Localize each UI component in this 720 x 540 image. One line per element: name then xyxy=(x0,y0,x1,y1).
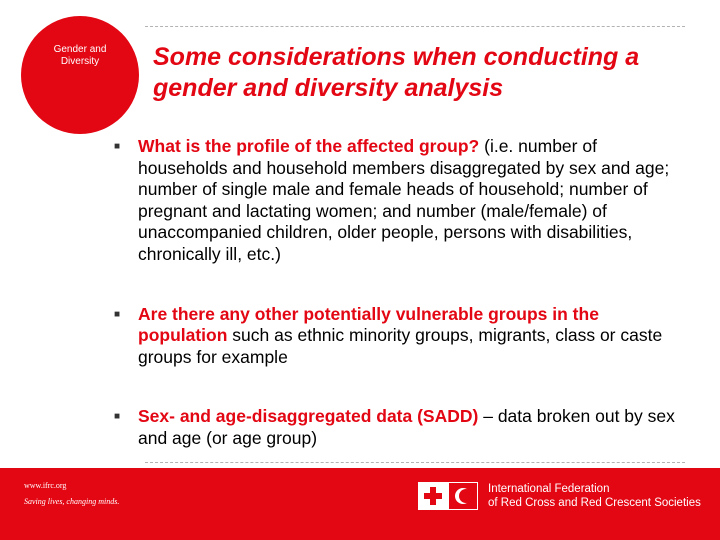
red-cross-crescent-icon xyxy=(418,482,478,510)
bullet-marker-icon: ■ xyxy=(114,141,121,152)
section-badge xyxy=(21,16,139,134)
slide-title: Some considerations when conducting a gender and diversity analysis xyxy=(153,43,640,102)
ifrc-logo xyxy=(418,482,701,510)
red-crescent-icon xyxy=(448,483,478,509)
bullet-list xyxy=(114,136,679,450)
bullet-highlight: What is the profile of the affected group? xyxy=(138,136,480,156)
bullet-text: (i.e. number of households and household members disaggregated by sex and age; number of single male and female heads of household; number of pregnant and lactating women; and number (male/female) of unaccompanied children, older people, persons with disabilities, chronically ill, etc.) xyxy=(138,136,670,264)
bullet-item xyxy=(114,304,679,369)
top-divider xyxy=(145,26,685,27)
footer-bar xyxy=(0,468,720,540)
bullet-marker-icon: ■ xyxy=(114,411,121,423)
red-cross-icon xyxy=(419,483,448,509)
bullet-highlight: Are there any other potentially vulnerable groups in the population xyxy=(138,303,599,346)
bullet-item xyxy=(114,406,679,449)
section-badge-label: Gender and Diversity xyxy=(53,44,107,67)
org-name: International Federation of Red Cross and Red Crescent Societies xyxy=(488,483,701,509)
bullet-marker-icon: ■ xyxy=(114,308,121,320)
bottom-divider xyxy=(145,462,685,463)
footer-url[interactable]: www.ifrc.org xyxy=(24,481,67,490)
bullet-item xyxy=(114,136,679,266)
bullet-highlight: Sex- and age-disaggregated data (SADD) xyxy=(138,406,479,427)
bullet-text: such as ethnic minority groups, migrants, class or caste groups for example xyxy=(138,325,663,367)
bullet-text: – data broken out by sex and age (or age group) xyxy=(138,406,675,448)
footer-tagline: Saving lives, changing minds. xyxy=(24,497,120,506)
